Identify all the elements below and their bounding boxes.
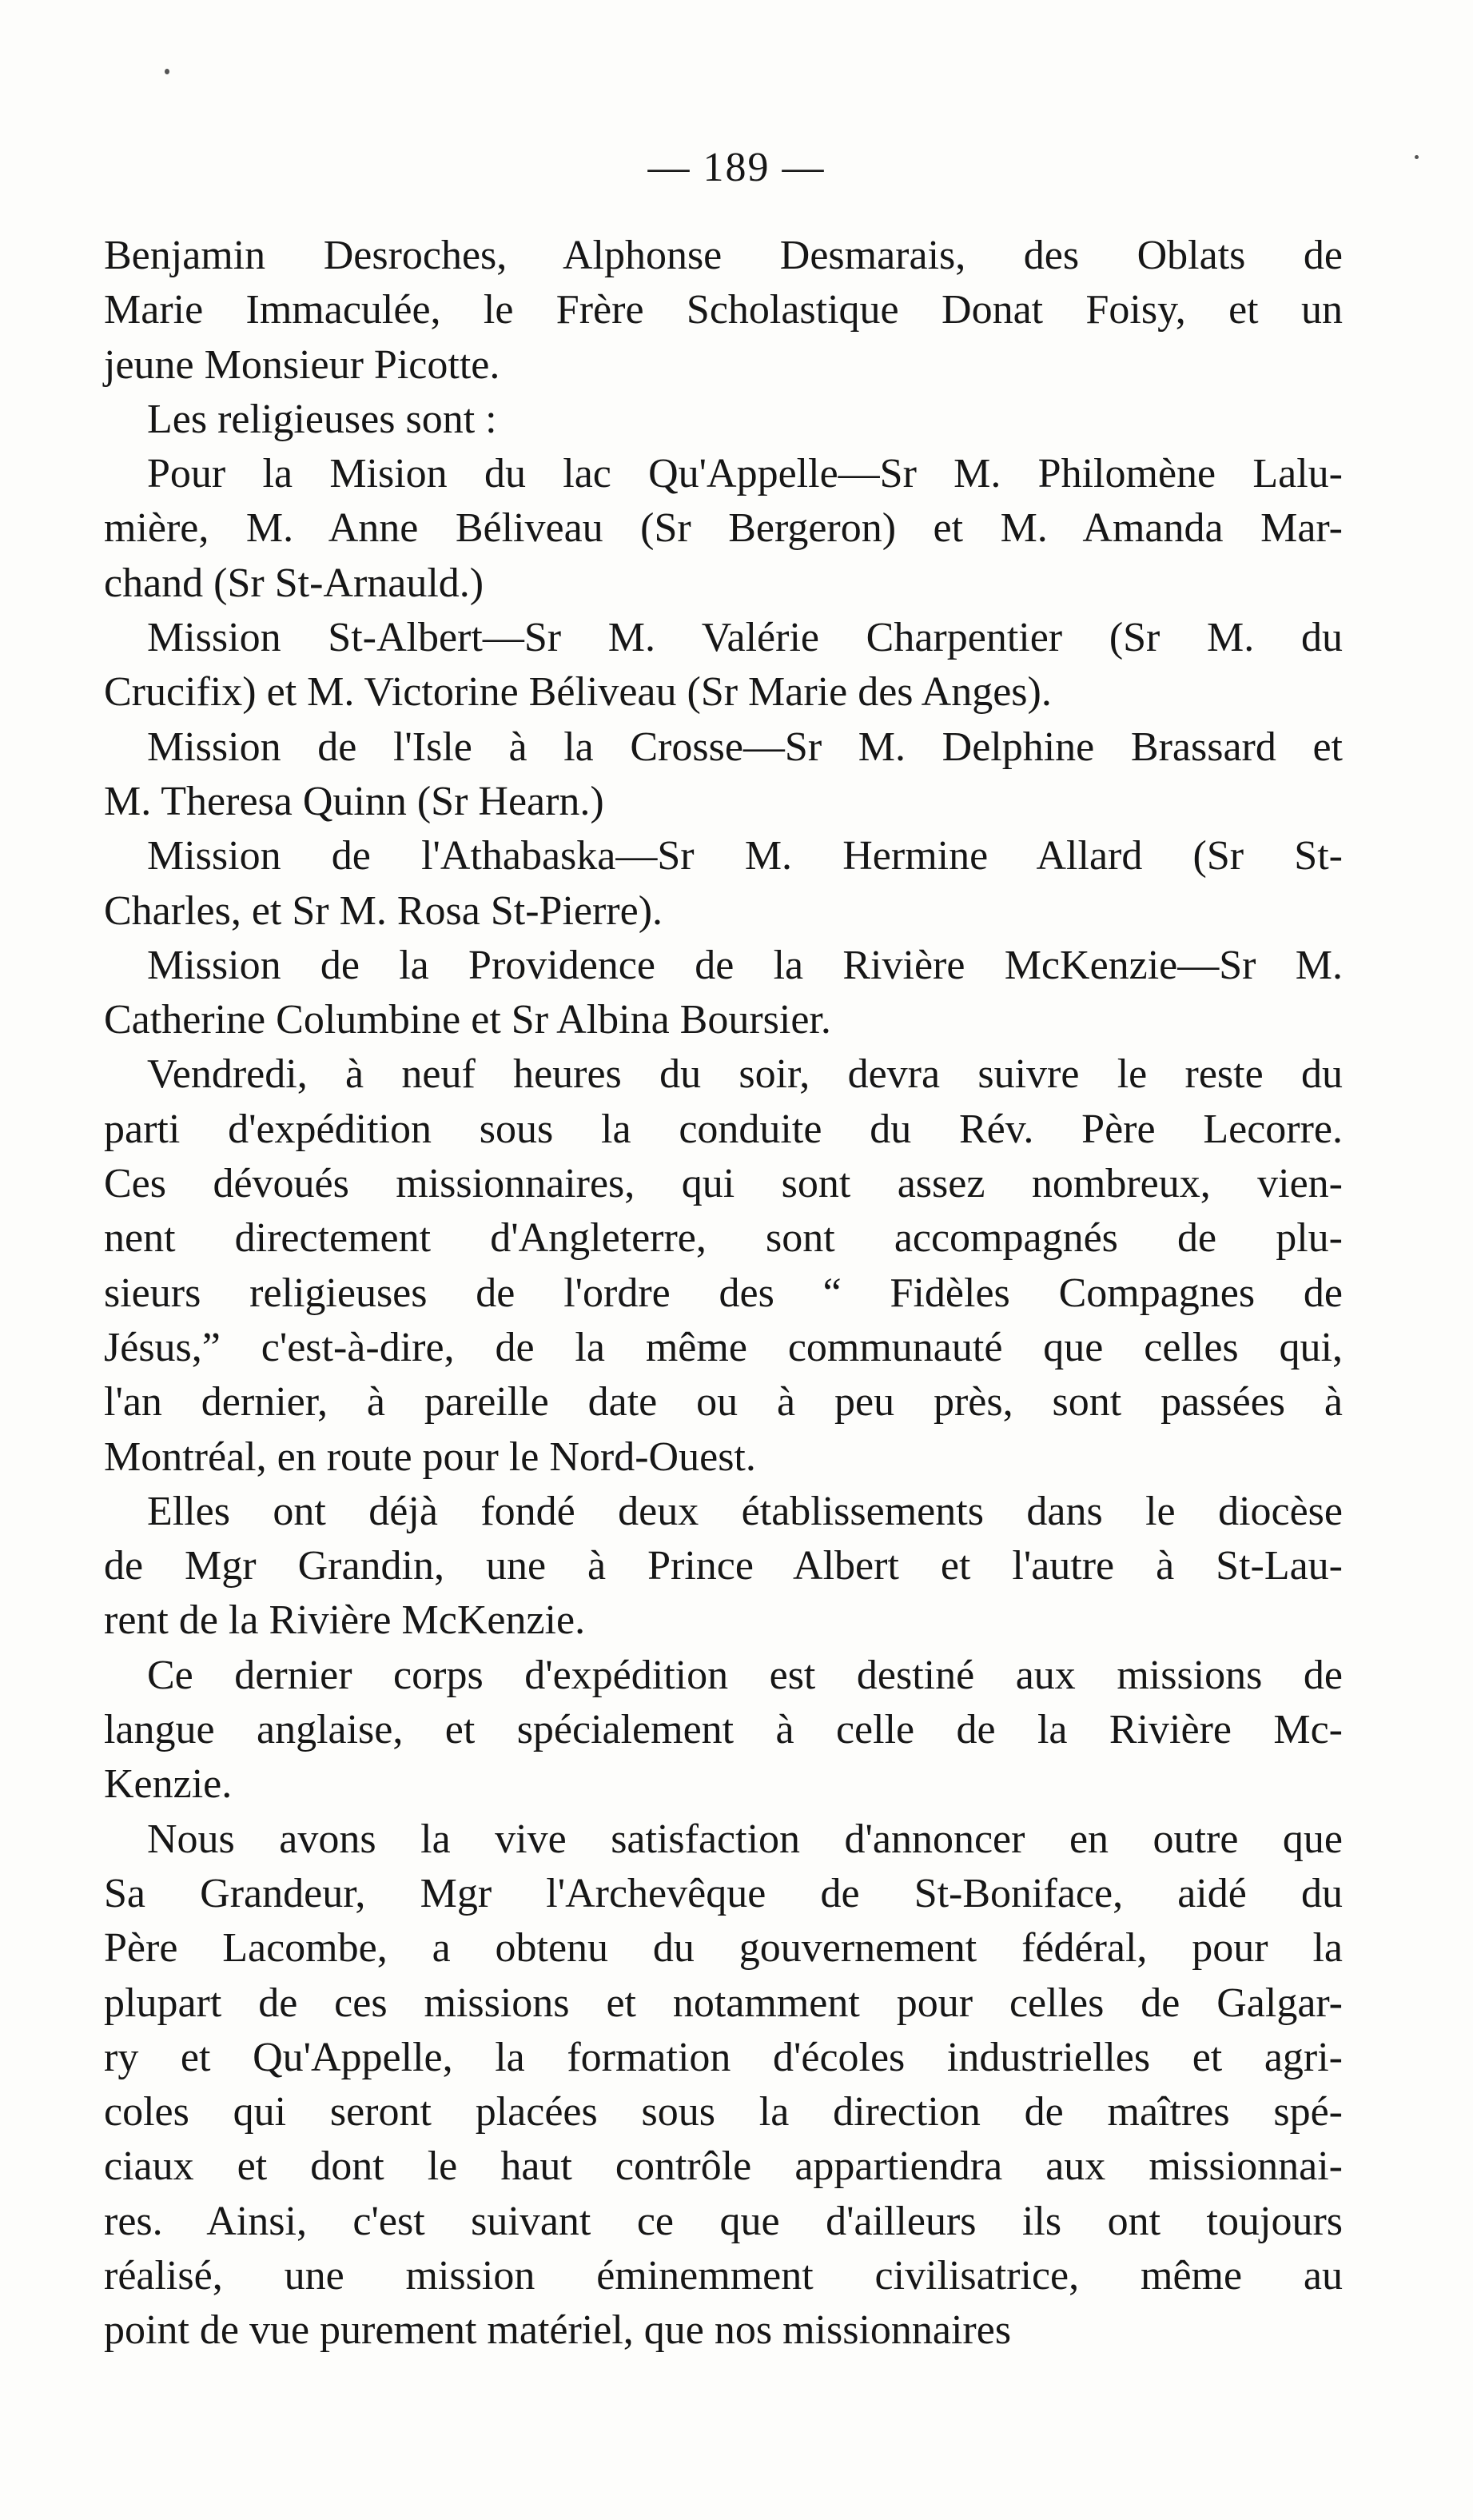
paragraph (104, 229, 1343, 393)
text-line: de Mgr Grandin, une à Prince Albert et l'autre à St-Lau- (104, 1543, 1343, 1589)
text-line: sieurs religieuses de l'ordre des “ Fidèles Compagnes de (104, 1270, 1343, 1316)
text-line: l'an dernier, à pareille date ou à peu près, sont passées à (104, 1379, 1343, 1425)
text-line: Crucifix) et M. Victorine Béliveau (Sr Marie des Anges). (104, 669, 1052, 716)
text-line: rent de la Rivière McKenzie. (104, 1597, 586, 1644)
paragraph (104, 611, 1343, 720)
text-line: Kenzie. (104, 1761, 233, 1808)
text-line: Charles, et Sr M. Rosa St-Pierre). (104, 887, 663, 934)
text-line: Vendredi, à neuf heures du soir, devra suivre le reste du (147, 1051, 1343, 1098)
text-line: Elles ont déjà fondé deux établissements dans le diocèse (147, 1488, 1343, 1534)
ink-speck (165, 69, 169, 74)
text-line: mière, M. Anne Béliveau (Sr Bergeron) et M. Amanda Mar- (104, 505, 1343, 552)
text-line: Marie Immaculée, le Frère Scholastique Donat Foisy, et un (104, 287, 1343, 333)
text-line: Mission de l'Isle à la Crosse—Sr M. Delphine Brassard et (147, 724, 1343, 770)
paragraph (104, 1485, 1343, 1649)
text-line: plupart de ces missions et notamment pour celles de Galgar- (104, 1980, 1343, 2026)
text-line: réalisé, une mission éminemment civilisatrice, même au (104, 2252, 1343, 2299)
text-line: Benjamin Desroches, Alphonse Desmarais, des Oblats de (104, 233, 1343, 278)
text-line: coles qui seront placées sous la direction de maîtres spé- (104, 2089, 1343, 2135)
text-line: parti d'expédition sous la conduite du Rév. Père Lecorre. (104, 1106, 1343, 1152)
text-line: Père Lacombe, a obtenu du gouvernement fédéral, pour la (104, 1925, 1343, 1972)
text-line: M. Theresa Quinn (Sr Hearn.) (104, 778, 604, 824)
text-line: chand (Sr St-Arnauld.) (104, 560, 484, 606)
text-line: res. Ainsi, c'est suivant ce que d'ailleurs ils ont toujours (104, 2198, 1343, 2244)
text-line: Pour la Mision du lac Qu'Appelle—Sr M. Philomène Lalu- (147, 451, 1343, 497)
text-line: nent directement d'Angleterre, sont accompagnés de plu- (104, 1215, 1343, 1262)
paragraph (104, 1649, 1343, 1812)
paragraph (104, 1047, 1343, 1484)
text-line: Montréal, en route pour le Nord-Ouest. (104, 1433, 756, 1480)
text-line: Mission St-Albert—Sr M. Valérie Charpentier (Sr M. du (147, 615, 1343, 661)
text-line: point de vue purement matériel, que nos missionnaires (104, 2307, 1012, 2354)
text-line: Mission de la Providence de la Rivière McKenzie—Sr M. (147, 942, 1343, 988)
text-line: langue anglaise, et spécialement à celle de la Rivière Mc- (104, 1707, 1343, 1753)
text-line: Nous avons la vive satisfaction d'annoncer en outre que (147, 1816, 1343, 1862)
paragraph (104, 447, 1343, 611)
paragraph (104, 720, 1343, 830)
body-text (104, 229, 1343, 2359)
paragraph (104, 939, 1343, 1048)
text-line: Mission de l'Athabaska—Sr M. Hermine Allard (Sr St- (147, 833, 1343, 879)
text-line: Ces dévoués missionnaires, qui sont assez nombreux, vien- (104, 1161, 1343, 1207)
text-line: Ce dernier corps d'expédition est destiné aux missions de (147, 1652, 1343, 1698)
text-line: Sa Grandeur, Mgr l'Archevêque de St-Boniface, aidé du (104, 1870, 1343, 1916)
text-line: Jésus,” c'est-à-dire, de la même communauté que celles qui, (104, 1324, 1343, 1370)
text-line: Catherine Columbine et Sr Albina Boursier. (104, 997, 831, 1043)
paragraph (104, 393, 1343, 447)
page-number: — 189 — (647, 145, 826, 190)
paragraph (104, 1812, 1343, 2359)
text-line: Les religieuses sont : (147, 396, 497, 442)
paragraph (104, 829, 1343, 939)
text-line: ciaux et dont le haut contrôle appartiendra aux missionnai- (104, 2143, 1343, 2190)
text-line: jeune Monsieur Picotte. (104, 341, 500, 388)
text-line: ry et Qu'Appelle, la formation d'écoles industrielles et agri- (104, 2034, 1343, 2080)
